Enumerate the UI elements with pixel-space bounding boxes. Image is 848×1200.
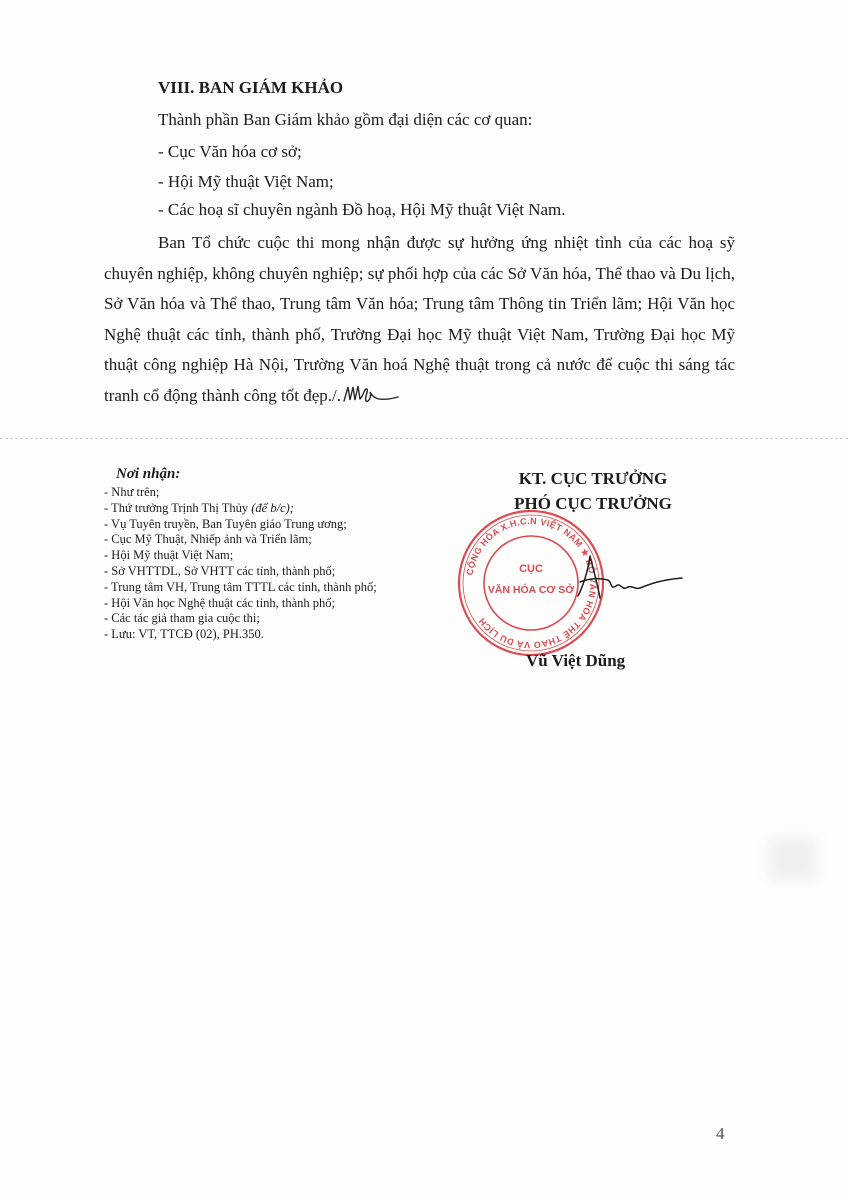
- recipient-item: - Sở VHTTDL, Sở VHTT các tỉnh, thành phố;: [104, 563, 336, 578]
- recipient-item: - Cục Mỹ Thuật, Nhiếp ảnh và Triển lãm;: [104, 532, 312, 547]
- recipient-item: - Lưu: VT, TTCĐ (02), PH.350.: [104, 627, 264, 642]
- handwritten-initials: [342, 383, 400, 405]
- signer-name: Vũ Việt Dũng: [526, 651, 626, 670]
- closing-paragraph: [104, 228, 735, 411]
- closing-text: Ban Tổ chức cuộc thi mong nhận được sự hưởng ứng nhiệt tình của các hoạ sỹ chuyên nghiệp, không chuyên nghiệp; sự phối hợp của các Sở Văn hóa, Thể thao và Du lịch, Sở Văn hóa và Thể thao, Trung tâm Văn hóa; Trung tâm Thông tin Triển lãm; Hội Văn học Nghệ thuật các tỉnh, thành phố, Trường Đại học Mỹ thuật Việt Nam, Trường Đại học Mỹ thuật công nghiệp Hà Nội, Trường Văn hoá Nghệ thuật trong cả nước để cuộc thi sáng tác tranh cổ động thành công tốt đẹp./.: [104, 233, 735, 405]
- recipient-item: - Như trên;: [104, 485, 160, 499]
- stamp-center-main: VĂN HÓA CƠ SỞ: [487, 584, 575, 596]
- scan-smudge: [770, 838, 816, 880]
- committee-item: - Cục Văn hóa cơ sở;: [158, 142, 302, 161]
- handwritten-signature: [560, 548, 690, 608]
- fold-line: [0, 438, 848, 439]
- recipients-list: [104, 485, 434, 643]
- committee-item: - Các hoạ sĩ chuyên ngành Đồ hoạ, Hội Mỹ thuật Việt Nam.: [158, 200, 566, 219]
- signer-title-line: PHÓ CỤC TRƯỞNG: [514, 494, 672, 513]
- recipients-title: Nơi nhận:: [116, 466, 181, 482]
- page-number: 4: [716, 1124, 725, 1143]
- stamp-center-top: CỤC: [519, 563, 543, 575]
- section-heading: VIII. BAN GIÁM KHẢO: [158, 78, 344, 97]
- recipient-item: - Hội Văn học Nghệ thuật các tỉnh, thành phố;: [104, 595, 335, 610]
- committee-item: - Hội Mỹ thuật Việt Nam;: [158, 172, 334, 191]
- recipient-item: - Thứ trưởng Trịnh Thị Thủy (để b/c);: [104, 500, 294, 515]
- recipient-item: - Các tác giả tham gia cuộc thi;: [104, 611, 260, 626]
- signer-title-line: KT. CỤC TRƯỞNG: [518, 469, 668, 488]
- recipients-block: [104, 466, 434, 643]
- recipient-item: - Vụ Tuyên truyền, Ban Tuyên giáo Trung ương;: [104, 516, 347, 531]
- recipient-item: - Trung tâm VH, Trung tâm TTTL các tỉnh, thành phố;: [104, 579, 377, 594]
- intro-line: Thành phần Ban Giám khảo gồm đại diện các cơ quan:: [158, 110, 533, 129]
- recipient-note: (để b/c);: [251, 500, 294, 515]
- stamp-ring-text: CỘNG HÒA X.H.C.N VIỆT NAM ★ BỘ VĂN HÓA THỂ THAO VÀ DU LỊCH: [464, 515, 599, 651]
- recipient-item: - Hội Mỹ thuật Việt Nam;: [104, 548, 234, 563]
